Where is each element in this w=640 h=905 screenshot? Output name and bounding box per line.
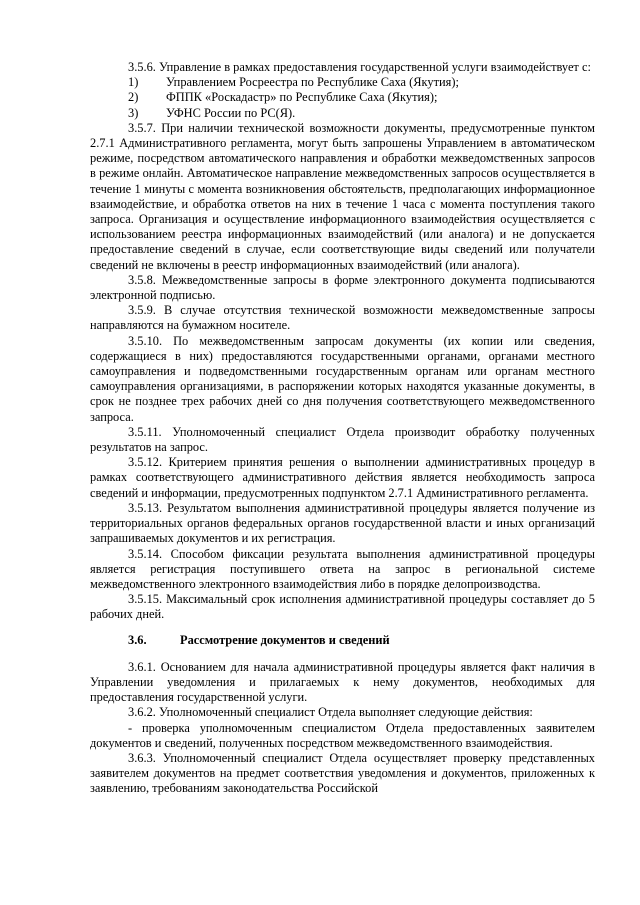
document-page <box>90 60 595 797</box>
section-heading: 3.6. Рассмотрение документов и сведений <box>128 632 390 647</box>
list-item: 2) ФППК «Роскадастр» по Республике Саха (Якутия); <box>128 90 438 105</box>
paragraph-3-6-3: 3.6.3. Уполномоченный специалист Отдела осуществляет проверку представленных заявителем документов на предмет соответствия уведомления и документов, приложенных к заявлению, требованиям законодательства Российской <box>90 750 595 796</box>
paragraph-3-5-11: 3.5.11. Уполномоченный специалист Отдела производит обработку полученных результатов на запрос. <box>90 424 595 455</box>
paragraph-3-5-8: 3.5.8. Межведомственные запросы в форме электронного документа подписываются электронной подписью. <box>90 272 595 303</box>
list-item: 1) Управлением Росреестра по Республике Саха (Якутия); <box>128 75 459 90</box>
paragraph-3-5-13: 3.5.13. Результатом выполнения административной процедуры является получение из территориальных органов федеральных органов государственной власти и иных организаций запрашиваемых документов и их регистрация. <box>90 500 595 546</box>
paragraph-3-6-2-item: - проверка уполномоченным специалистом Отдела предоставленных заявителем документов и сведений, полученных посредством межведомственного взаимодействия. <box>90 720 595 750</box>
paragraph-3-6-2: 3.6.2. Уполномоченный специалист Отдела выполняет следующие действия: <box>128 705 533 720</box>
paragraph-3-5-7: 3.5.7. При наличии технической возможности документы, предусмотренные пунктом 2.7.1 Административного регламента, могут быть запрошены Управлением в автоматическом режиме, посредством автоматического направления и обработки межведомственных запросов в режиме онлайн. Автоматическое направление межведомственных запросов осуществляется в течение 1 минуты с момента возникновения обстоятельств, предполагающих информационное взаимодействие, и обработка ответов на них в течение 1 часа с момента поступления такого запроса. Организация и осуществление информационного взаимодействия осуществляется с использованием реестра информационных взаимодействий (или аналога) и не допускается предоставление сведений в случае, если соответствующие виды сведений или получатели сведений не включены в реестр информационных взаимодействий (или аналога). <box>90 120 595 272</box>
paragraph-3-5-6: 3.5.6. Управление в рамках предоставления государственной услуги взаимодействует с: <box>128 60 591 74</box>
list-item: 3) УФНС России по РС(Я). <box>128 105 296 120</box>
paragraph-3-5-15: 3.5.15. Максимальный срок исполнения административной процедуры составляет до 5 рабочих дней. <box>90 592 595 622</box>
paragraph-3-5-10: 3.5.10. По межведомственным запросам документы (их копии или сведения, содержащиеся в них) предоставляются государственными органами, органами местного самоуправления и подведомственными государственным органам или органам местного самоуправления организациями, в распоряжении которых находятся указанные документы, в срок не позднее трех рабочих дней со дня получения соответствующего межведомственного запроса. <box>90 333 595 424</box>
paragraph-3-6-1: 3.6.1. Основанием для начала административной процедуры является факт наличия в Управлении уведомления и прилагаемых к нему документов, необходимых для предоставления государственной услуги. <box>90 659 595 705</box>
paragraph-3-5-9: 3.5.9. В случае отсутствия технической возможности межведомственные запросы направляются на бумажном носителе. <box>90 303 595 333</box>
paragraph-3-5-12: 3.5.12. Критерием принятия решения о выполнении административных процедур в рамках соответствующего административного действия является необходимость запроса сведений и информации, предусмотренных подпунктом 2.7.1 Административного регламента. <box>90 455 595 500</box>
paragraph-3-5-14: 3.5.14. Способом фиксации результата выполнения административной процедуры является регистрация поступившего ответа на запрос в региональной системе межведомственного электронного взаимодействия либо в порядке делопроизводства. <box>90 546 595 591</box>
